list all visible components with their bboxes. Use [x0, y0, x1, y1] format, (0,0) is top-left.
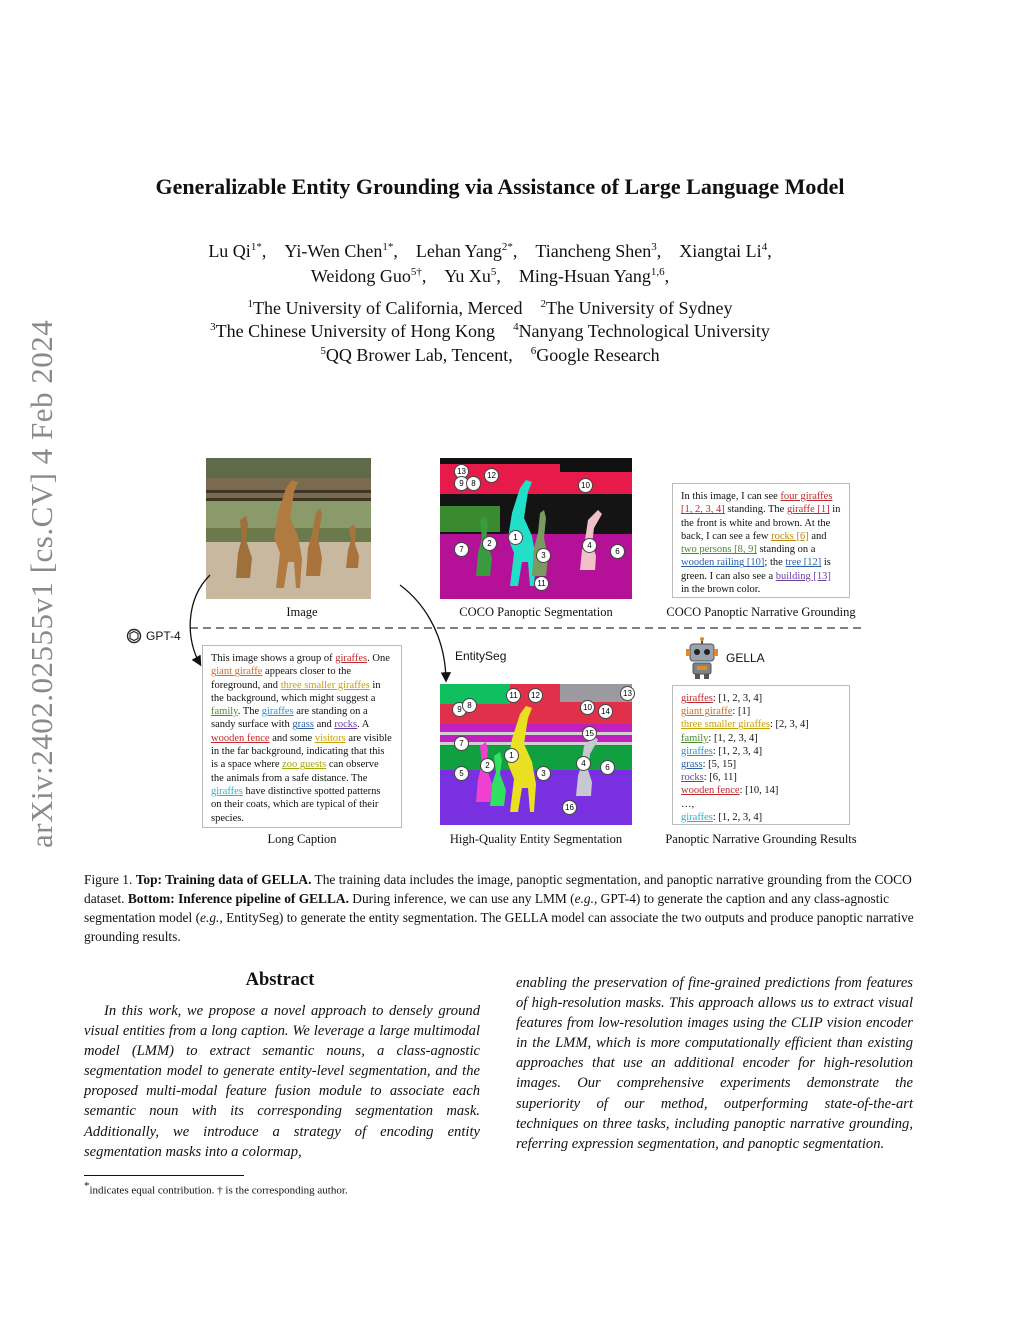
segment-id-badge: 10 [580, 700, 595, 715]
caption-text: and [313, 719, 335, 731]
abstract-left-column: In this work, we propose a novel approach to densely ground visual entities from a long caption. We leverage a large multimodal model (LMM) to extract semantic nouns, a class-agnostic segmentation model to generate entity-level segmentation, and the proposed multi-modal feature fusion module to associate each semantic noun with its corresponding segmentation mask. Additionally, we introduce a strategy of encoding entity segmentation masks into a colormap, [84, 1003, 480, 1160]
caption-text: in the background, which might suggest a [211, 679, 381, 704]
author-affiliation-mark: 1,6 [650, 266, 665, 278]
segment-id-badge: 13 [454, 464, 469, 479]
caption-text: are visible in the far background, indicating that this is a space where [211, 732, 392, 771]
segment-id-badge: 9 [452, 702, 467, 717]
segment-id-badge: 1 [508, 530, 523, 545]
caption-highlight: giraffes [335, 653, 368, 664]
figure-caption-text: e.g. [574, 891, 594, 906]
segment-id-badge: 7 [454, 736, 469, 751]
caption-text: . One [367, 653, 390, 664]
paper-title: Generalizable Entity Grounding via Assistance of Large Language Model [155, 174, 845, 199]
result-ids: : [5, 15] [702, 759, 737, 771]
result-term: wooden fence [681, 785, 740, 797]
image-label: Image [286, 605, 318, 619]
author-name: Yu Xu [444, 266, 491, 286]
footnote [84, 1180, 476, 1197]
segment-id-badge: 5 [454, 766, 469, 781]
segment-id-badge: 13 [620, 686, 635, 701]
narrative-text: ; the [764, 557, 786, 569]
caption-highlight: wooden fence [211, 732, 270, 744]
figure-caption [84, 870, 941, 946]
segment-id-badge: 2 [480, 758, 495, 773]
figure-caption-text: e.g. [200, 910, 220, 925]
segment-id-badge: 15 [582, 726, 597, 741]
affiliation-name: The University of California, Merced [253, 298, 523, 318]
affiliation-mark: 6 [530, 345, 537, 357]
segment-id-badge: 12 [528, 688, 543, 703]
robot-icon [684, 637, 720, 679]
caption-text: have distinctive spotted patterns on their coats, which are typical of their species. [211, 785, 381, 824]
caption-highlight: giant giraffe [211, 666, 263, 678]
affiliation-name: Google Research [536, 345, 660, 365]
narrative-highlight: building [13] [775, 570, 831, 582]
segment-id-badge: 9 [454, 476, 469, 491]
segment-id-badge: 1 [504, 748, 519, 763]
figure-caption-text: Top: Training data of GELLA. [135, 872, 312, 887]
author-name: Yi-Wen Chen [284, 241, 383, 261]
caption-text: are standing on a sandy surface with [211, 706, 368, 731]
result-row [681, 771, 841, 784]
results-label: Panoptic Narrative Grounding Results [665, 832, 857, 846]
result-ids: : [1, 2, 3, 4] [708, 732, 758, 744]
abstract-right-column: enabling the preservation of fine-grained predictions from features of high-resolution masks. This approach allows us to extract visual features from low-resolution images using the CLIP vision encoder in the LMM, which is more computationally efficient than existing approaches that use an additional encoder for high-resolution images. Our comprehensive experiments demonstrate the superiority of our method, outperforming state-of-the-art techniques on three tasks, including panoptic narrative grounding, referring expression segmentation, and panoptic segmentation. [516, 975, 913, 1152]
openai-logo-icon [126, 628, 142, 644]
affiliation-name: Nanyang Technological University [518, 321, 770, 341]
narrative-text: and [808, 530, 827, 542]
author-name: Lehan Yang [415, 241, 502, 261]
affiliation-name: The University of Sydney [545, 298, 733, 318]
abstract-heading: Abstract [245, 970, 315, 990]
caption-text: This image shows a group of [211, 653, 336, 664]
author-affiliation-mark: 3 [651, 241, 657, 253]
result-row [681, 718, 841, 731]
gella-label: GELLA [726, 651, 765, 665]
author-affiliation-mark: 2* [501, 241, 513, 253]
author-affiliation-mark: 1* [382, 241, 394, 253]
gella-tag [684, 637, 765, 679]
narrative-text: in the front is white and brown. At the back, I can see a few [681, 504, 841, 542]
segment-id-badge: 8 [466, 476, 481, 491]
coco-seg-label: COCO Panoptic Segmentation [459, 605, 613, 619]
result-ids: : [1, 2, 3, 4] [712, 693, 763, 704]
figure-caption-text: , EntitySeg) to generate the entity segmentation. The GELLA model can associate the two outputs and produce panoptic narrative grounding results. [84, 910, 914, 944]
caption-highlight: rocks [334, 719, 358, 731]
affiliation-mark: 2 [540, 298, 546, 310]
result-term: giraffes [681, 811, 713, 823]
footnote-mark: * [84, 1180, 90, 1192]
segment-id-badge: 4 [576, 756, 591, 771]
caption-highlight: family [211, 706, 238, 718]
result-term: giraffes [681, 745, 713, 757]
segment-id-badge: 3 [536, 548, 551, 563]
result-row [681, 705, 841, 718]
segment-id-badge: 2 [482, 536, 497, 551]
narrative-highlight: tree [12] [785, 557, 822, 569]
segment-id-badge: 10 [578, 478, 593, 493]
caption-highlight: three smaller giraffes [280, 679, 370, 691]
author-affiliation-mark: 4 [761, 241, 768, 253]
result-row [681, 692, 841, 705]
result-row [681, 784, 841, 797]
narrative-text: standing on a [756, 544, 816, 556]
coco-narr-label: COCO Panoptic Narrative Grounding [666, 605, 856, 619]
arxiv-identifier: arXiv:2402.02555v1 [cs.CV] 4 Feb 2024 [24, 319, 59, 848]
result-ids: …, [681, 798, 695, 810]
long-caption-panel [202, 645, 402, 828]
narrative-highlight: rocks [6] [771, 530, 809, 542]
result-ids: : [2, 3, 4] [770, 719, 809, 731]
segment-id-badge: 14 [598, 704, 613, 719]
figure-caption-text: , GPT-4) to generate the caption and any class-agnostic segmentation model ( [84, 891, 890, 925]
figure-caption-text: During inference, we can use any LMM ( [348, 891, 575, 906]
gpt4-tag [126, 628, 181, 644]
entityseg-label: EntitySeg [455, 649, 507, 663]
result-row [681, 758, 841, 771]
long-caption-label: Long Caption [267, 832, 337, 846]
result-term: three smaller giraffes [681, 719, 771, 731]
narrative-text: standing. The [724, 504, 787, 516]
result-term: giraffes [681, 693, 713, 704]
narrative-highlight: wooden railing [10] [681, 557, 765, 569]
result-row [681, 732, 841, 745]
segment-id-badge: 6 [600, 760, 615, 775]
result-ids: : [1, 2, 3, 4] [712, 745, 763, 757]
affiliation-mark: 1 [247, 298, 254, 310]
grounding-results-panel [672, 685, 850, 825]
result-row [681, 798, 841, 811]
segment-id-badge: 4 [582, 538, 597, 553]
gpt4-label: GPT-4 [146, 629, 181, 643]
entity-segment-ids [440, 684, 632, 825]
caption-text: appears closer to the foreground, and [211, 666, 352, 691]
segment-id-badge: 7 [454, 542, 469, 557]
author-name: Ming-Hsuan Yang [518, 266, 651, 286]
author-name: Weidong Guo [310, 266, 411, 286]
caption-highlight: giraffes [211, 785, 243, 797]
segment-id-badge: 11 [506, 688, 521, 703]
caption-highlight: visitors [314, 732, 346, 744]
caption-text: and some [269, 732, 315, 744]
caption-highlight: giraffes [261, 706, 294, 718]
figure-caption-text: Figure 1. [84, 872, 136, 887]
affiliation-mark: 3 [210, 321, 216, 333]
result-row [681, 811, 841, 824]
affiliation-mark: 5 [320, 345, 326, 357]
figure-caption-text: The training data includes the image, panoptic segmentation, and panoptic narrative grounding from the COCO dataset. [84, 872, 912, 906]
result-row [681, 745, 841, 758]
narrative-highlight: giraffe [1] [786, 504, 830, 516]
affiliation-name: QQ Brower Lab, Tencent, [325, 345, 513, 365]
author-name: Lu Qi [208, 241, 251, 261]
author-affiliation-mark: 5 [490, 266, 497, 278]
result-term: rocks [681, 772, 704, 784]
narrative-highlight: [1, 2, 3, 4] [681, 504, 725, 516]
segment-id-badge: 8 [462, 698, 477, 713]
narrative-highlight: four giraffes [780, 491, 833, 502]
footnote-rule [84, 1175, 244, 1176]
result-term: grass [681, 759, 703, 771]
figure-caption-text: Bottom: Inference pipeline of GELLA. [127, 891, 349, 906]
author-name: Xiangtai Li [679, 241, 762, 261]
segment-id-badge: 12 [484, 468, 499, 483]
result-ids: : [1, 2, 3, 4] [712, 811, 763, 823]
segment-id-badge: 11 [534, 576, 549, 591]
affiliation-name: The Chinese University of Hong Kong [215, 321, 496, 341]
narrative-highlight: two persons [8, 9] [681, 544, 757, 556]
author-affiliation-mark: 5† [410, 266, 422, 278]
result-ids: : [6, 11] [703, 772, 737, 784]
affiliation-mark: 4 [513, 321, 519, 333]
segment-id-badge: 6 [610, 544, 625, 559]
caption-highlight: zoo guests [282, 759, 327, 771]
result-ids: : [1] [732, 706, 751, 718]
authors-line-1: Lu $Qi^{1*}$, Yi-Wen Chen$^{1*}$, Lehan Yang$^{2*}$, Tiancheng Shen$^3$, Xiangtai Li$^4$, [208, 241, 772, 261]
hq-seg-label: High-Quality Entity Segmentation [449, 832, 623, 846]
author-affiliation-mark: 1* [250, 241, 262, 253]
narrative-text: is green. I can also see a [681, 557, 831, 582]
authors-line-2: Weidong Guo$^{5\dagger}$, Yu Xu$^5$, Ming-Hsuan Yang$^{1,6}$, [310, 266, 670, 286]
footnote-text: indicates equal contribution. † is the corresponding author. [89, 1184, 348, 1197]
segment-id-badge: 16 [562, 800, 577, 815]
narrative-text: In this image, I can see [681, 491, 781, 502]
result-ids: : [10, 14] [739, 785, 779, 797]
narrative-text: in the brown color. [681, 584, 761, 596]
segment-id-badge: 3 [536, 766, 551, 781]
result-term: giant giraffe [681, 706, 733, 718]
caption-text: can observe the animals from a safe distance. The [211, 759, 379, 784]
caption-text: . The [237, 706, 262, 718]
caption-highlight: grass [292, 719, 314, 731]
result-term: family [681, 732, 709, 744]
author-name: Tiancheng Shen [535, 241, 652, 261]
caption-text: . A [357, 719, 369, 731]
